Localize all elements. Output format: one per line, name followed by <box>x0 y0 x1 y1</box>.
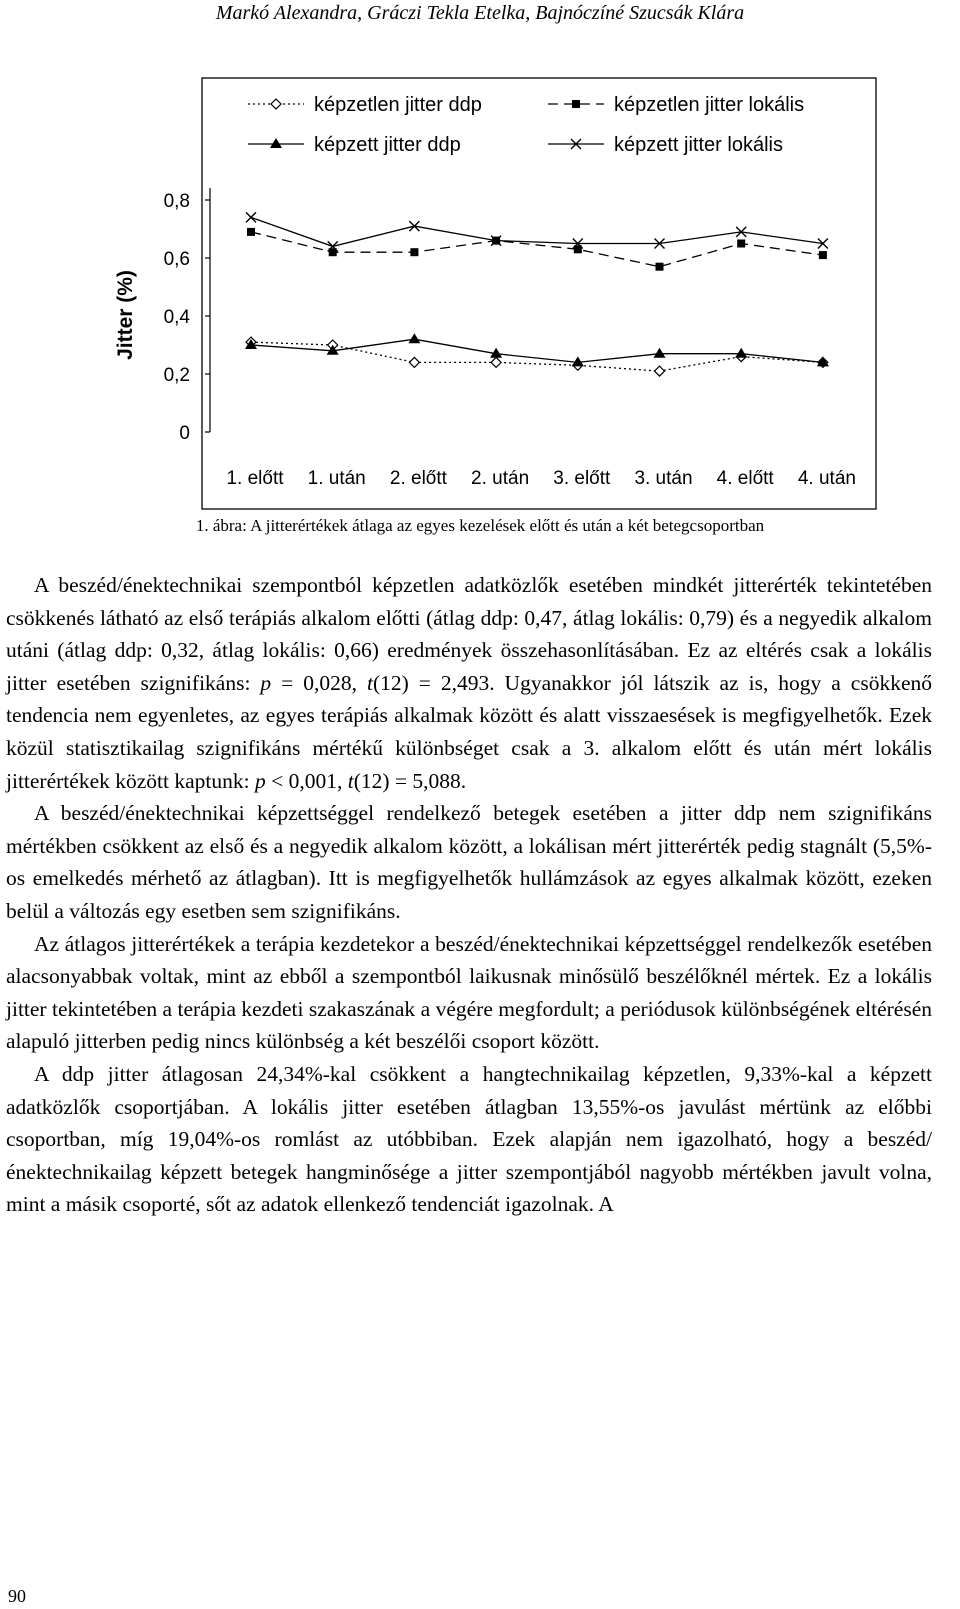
figure-caption: 1. ábra: A jitterértékek átlaga az egyes kezelések előtt és után a két betegcsoportban <box>195 516 765 535</box>
paragraph: A beszéd/énektechnikai képzettséggel rendelkező betegek esetében a jitter ddp nem szignifikáns mértékben csökkent az első és a negyedik alkalom között, a lokálisan mért jitterérték pedig stagnált (5,5%-os emelkedés mérhető az átlagban). Itt is megfigyelhetők hullámzások az egyes alkalmak között, ezeken belül a változás egy esetben sem szignifikáns. <box>6 801 932 923</box>
x-tick-label: 2. után <box>471 468 530 489</box>
x-tick-label: 1. után <box>307 468 366 489</box>
data-point <box>735 348 747 358</box>
series-line <box>251 232 823 267</box>
y-axis-label: Jitter (%) <box>114 270 137 360</box>
x-tick-label: 1. előtt <box>226 468 284 489</box>
data-point <box>246 212 256 222</box>
x-tick-label: 2. előtt <box>389 468 447 489</box>
y-tick-label: 0,8 <box>163 191 190 212</box>
chart-legend <box>248 94 804 156</box>
x-tick-label: 4. után <box>797 468 856 489</box>
legend-entry <box>248 134 461 156</box>
data-point <box>737 240 745 248</box>
series-1 <box>247 228 827 271</box>
y-tick-label: 0,4 <box>163 307 190 328</box>
x-tick-label: 3. előtt <box>553 468 611 489</box>
x-tick-label: 4. előtt <box>716 468 774 489</box>
jitter-line-chart <box>0 0 960 560</box>
x-tick-label: 3. után <box>634 468 693 489</box>
data-point <box>410 248 418 256</box>
paragraph: A beszéd/énektechnikai szempontból képzetlen adatközlők esetében mindkét jitterérték tekintetében csökkenés látható az első terápiás alkalom előtti (átlag ddp: 0,47, átlag lokális: 0,79) és a negyedik alkalom utáni (átlag ddp: 0,32, átlag lokális: 0,66) eredmények összehasonlításában. Ez az eltérés csak a lokális jitter esetében szignifikáns: p = 0,028, t(12) = 2,493. Ugyanakkor jól látszik az is, hogy a csökkenő tendencia nem egyenletes, az egyes terápiás alkalmak között és alatt visszaesések is megfigyelhetők. Ezek közül statisztikailag szignifikáns mértékű különbséget csak a 3. alkalom előtt és után mért lokális jitterértékek között kaptunk: p < 0,001, t(12) = 5,088. <box>6 573 932 793</box>
y-tick-label: 0,2 <box>163 365 190 386</box>
legend-entry <box>548 94 804 116</box>
data-point <box>271 99 281 109</box>
data-point <box>247 228 255 236</box>
legend-entry <box>548 134 783 156</box>
legend-label: képzetlen jitter ddp <box>314 94 482 116</box>
data-point <box>409 357 419 367</box>
legend-label: képzett jitter lokális <box>614 134 783 156</box>
legend-label: képzetlen jitter lokális <box>614 94 805 116</box>
running-header: Markó Alexandra, Gráczi Tekla Etelka, Bajnóczíné Szucsák Klára <box>215 2 745 24</box>
legend-entry <box>248 94 482 116</box>
data-point <box>491 357 501 367</box>
legend-label: képzett jitter ddp <box>314 134 461 156</box>
y-tick-label: 0 <box>179 423 190 444</box>
page-number: 90 <box>8 1586 26 1606</box>
series-line <box>251 339 823 362</box>
data-point <box>655 366 665 376</box>
data-point <box>654 348 666 358</box>
paragraph: Az átlagos jitterértékek a terápia kezdetekor a beszéd/énektechnikai képzettséggel rendelkezők esetében alacsonyabbak voltak, mint az ebből a szempontból laikusnak minősülő beszélőknél mértek. Ez a lokális jitter tekintetében a terápia kezdeti szakaszának a végére megfordult; a periódusok különbségének eltérésén alapuló jitterben pedig nincs különbség a két beszélői csoport között. <box>6 931 932 1054</box>
paragraph: A ddp jitter átlagosan 24,34%-kal csökkent a hangtechnikailag képzetlen, 9,33%-kal a képzett adatközlők csoportjában. A lokális jitter esetében átlagban 13,55%-os javulást mértünk az előbbi csoportban, míg 19,04%-os romlást az utóbbiban. Ezek alapján nem igazolható, hogy a beszéd/énektechnikailag képzett betegek hangminősége a jitter szempontjából nagyobb mértékben javult volna, mint a másik csoporté, sőt az adatok ellenkező tendenciát igazolnak. A <box>6 1061 932 1217</box>
data-point <box>408 333 420 343</box>
data-point <box>270 138 282 148</box>
y-tick-label: 0,6 <box>163 249 190 270</box>
data-point <box>819 251 827 259</box>
data-point <box>572 100 580 108</box>
body-text <box>6 569 932 1221</box>
data-point <box>656 263 664 271</box>
